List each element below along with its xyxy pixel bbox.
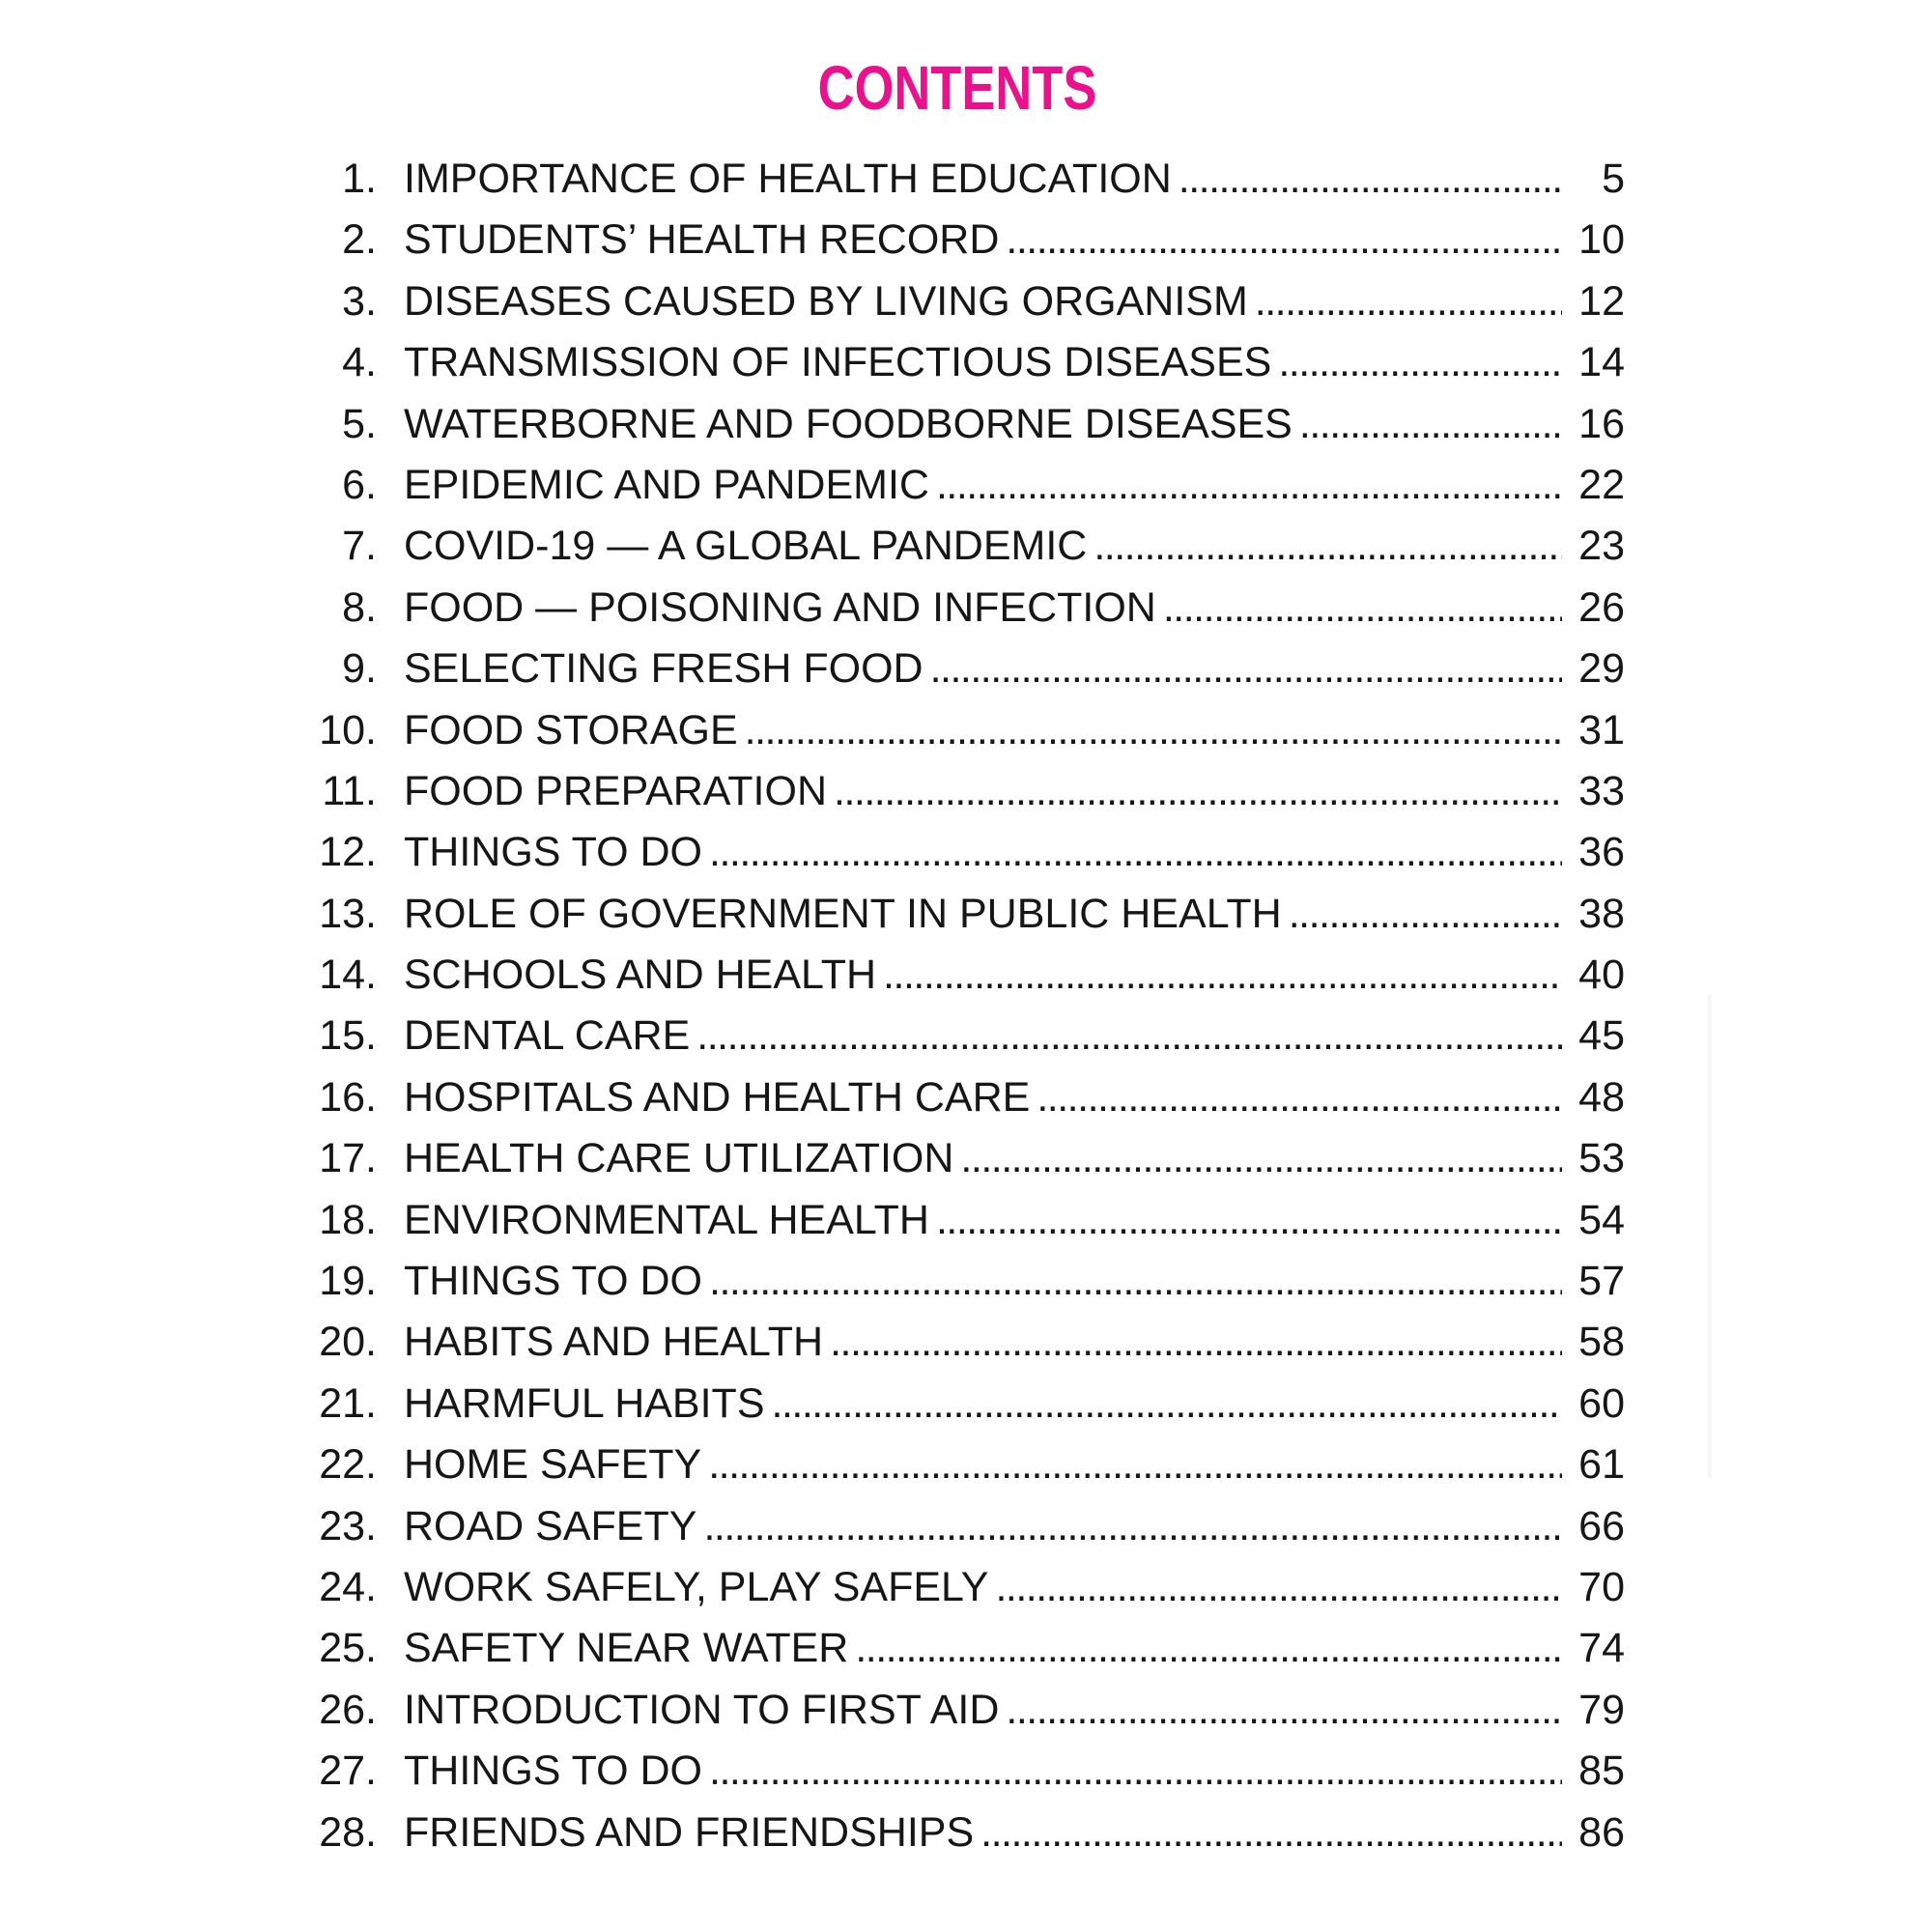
toc-entry-title: STUDENTS’ HEALTH RECORD — [404, 216, 1000, 264]
toc-entry-number: 2. — [342, 216, 377, 264]
toc-entry-number: 26. — [319, 1686, 377, 1733]
toc-entry-title: THINGS TO DO — [404, 1258, 702, 1305]
toc-entry — [290, 700, 1625, 761]
toc-entry — [290, 578, 1625, 639]
toc-entry-number: 21. — [319, 1379, 377, 1427]
toc-entry — [290, 1741, 1625, 1802]
toc-entry-title: WATERBORNE AND FOODBORNE DISEASES — [404, 400, 1293, 447]
toc-entry — [290, 1374, 1625, 1435]
toc-entry-title: EPIDEMIC AND PANDEMIC — [404, 461, 929, 508]
toc-entry — [290, 455, 1625, 516]
toc-list — [290, 149, 1625, 1863]
toc-entry-number: 14. — [319, 952, 377, 999]
toc-entry-page: 60 — [1578, 1379, 1625, 1427]
page-title-row — [290, 53, 1625, 123]
toc-entry-title: HOME SAFETY — [404, 1441, 702, 1489]
toc-entry-number: 13. — [319, 890, 377, 937]
toc-entry-title: HOSPITALS AND HEALTH CARE — [404, 1073, 1031, 1121]
toc-entry-number: 7. — [342, 523, 377, 570]
dot-leader — [702, 1251, 1562, 1312]
dot-leader — [929, 1190, 1562, 1251]
toc-entry-page: 45 — [1578, 1012, 1625, 1060]
dot-leader — [738, 700, 1562, 761]
toc-entry-title: WORK SAFELY, PLAY SAFELY — [404, 1563, 989, 1610]
toc-entry-page: 12 — [1578, 277, 1625, 325]
toc-entry-title: ENVIRONMENTAL HEALTH — [404, 1196, 929, 1243]
toc-entry — [290, 149, 1625, 210]
toc-entry-title: ROAD SAFETY — [404, 1502, 697, 1549]
toc-entry-number: 19. — [319, 1258, 377, 1305]
toc-entry-title: COVID-19 — A GLOBAL PANDEMIC — [404, 523, 1088, 570]
dot-leader — [923, 639, 1562, 699]
toc-entry-number: 8. — [342, 583, 377, 631]
toc-entry — [290, 210, 1625, 270]
dot-leader — [702, 1741, 1562, 1802]
toc-entry-title: FOOD PREPARATION — [404, 767, 827, 814]
toc-entry-number: 1. — [342, 156, 377, 202]
dot-leader — [1248, 271, 1562, 332]
toc-entry-title: SAFETY NEAR WATER — [404, 1625, 849, 1672]
toc-entry-page: 54 — [1578, 1196, 1625, 1243]
toc-entry-page: 23 — [1578, 523, 1625, 570]
toc-entry-number: 27. — [319, 1747, 377, 1795]
toc-entry-title: DENTAL CARE — [404, 1012, 691, 1060]
toc-entry — [290, 1435, 1625, 1495]
toc-entry-title: THINGS TO DO — [404, 1747, 702, 1795]
toc-entry-number: 15. — [319, 1012, 377, 1060]
dot-leader — [1172, 149, 1562, 210]
toc-entry — [290, 639, 1625, 699]
toc-entry-title: SELECTING FRESH FOOD — [404, 645, 923, 693]
toc-entry-title: HABITS AND HEALTH — [404, 1319, 824, 1366]
toc-entry-number: 24. — [319, 1563, 377, 1610]
toc-entry-number: 16. — [319, 1073, 377, 1121]
dot-leader — [696, 1496, 1562, 1557]
toc-entry — [290, 1803, 1625, 1863]
dot-leader — [1087, 516, 1562, 577]
dot-leader — [1271, 332, 1562, 393]
toc-entry-title: FOOD — POISONING AND INFECTION — [404, 583, 1156, 631]
toc-entry-title: IMPORTANCE OF HEALTH EDUCATION — [404, 156, 1172, 202]
toc-entry — [290, 1251, 1625, 1312]
toc-entry-title: SCHOOLS AND HEALTH — [404, 952, 877, 999]
toc-entry — [290, 1496, 1625, 1557]
toc-entry-page: 16 — [1578, 400, 1625, 447]
toc-entry-page: 22 — [1578, 461, 1625, 508]
toc-entry — [290, 1067, 1625, 1128]
toc-entry-title: ROLE OF GOVERNMENT IN PUBLIC HEALTH — [404, 890, 1282, 937]
toc-entry-page: 57 — [1578, 1258, 1625, 1305]
toc-entry-title: HEALTH CARE UTILIZATION — [404, 1135, 954, 1182]
toc-entry-page: 85 — [1578, 1747, 1625, 1795]
toc-entry-page: 70 — [1578, 1563, 1625, 1610]
dot-leader — [1293, 394, 1562, 455]
toc-entry-page: 74 — [1578, 1625, 1625, 1672]
page-title: CONTENTS — [817, 53, 1097, 123]
toc-entry-page: 29 — [1578, 645, 1625, 693]
toc-entry-page: 31 — [1578, 706, 1625, 753]
toc-entry-title: DISEASES CAUSED BY LIVING ORGANISM — [404, 277, 1248, 325]
toc-entry-title: TRANSMISSION OF INFECTIOUS DISEASES — [404, 339, 1272, 386]
dot-leader — [876, 945, 1562, 1006]
dot-leader — [823, 1312, 1562, 1373]
toc-entry-page: 66 — [1578, 1502, 1625, 1549]
toc-entry-number: 6. — [342, 461, 377, 508]
toc-entry — [290, 332, 1625, 393]
dot-leader — [765, 1374, 1563, 1435]
dot-leader — [929, 455, 1562, 516]
toc-entry-page: 33 — [1578, 767, 1625, 814]
toc-entry-number: 12. — [319, 829, 377, 876]
toc-entry — [290, 1557, 1625, 1618]
toc-entry-page: 48 — [1578, 1073, 1625, 1121]
toc-entry — [290, 1128, 1625, 1189]
dot-leader — [953, 1128, 1562, 1189]
dot-leader — [848, 1618, 1562, 1679]
toc-entry-number: 3. — [342, 277, 377, 325]
toc-entry-page: 26 — [1578, 583, 1625, 631]
toc-entry-number: 18. — [319, 1196, 377, 1243]
dot-leader — [988, 1557, 1562, 1618]
toc-entry-number: 20. — [319, 1319, 377, 1366]
dot-leader — [701, 1435, 1562, 1495]
toc-entry-title: FOOD STORAGE — [404, 706, 738, 753]
dot-leader — [999, 1680, 1562, 1741]
dot-leader — [974, 1803, 1562, 1863]
toc-entry-title: INTRODUCTION TO FIRST AID — [404, 1686, 1000, 1733]
toc-entry-title: FRIENDS AND FRIENDSHIPS — [404, 1808, 975, 1856]
toc-entry-page: 86 — [1578, 1808, 1625, 1856]
toc-entry — [290, 1190, 1625, 1251]
toc-entry-number: 4. — [342, 339, 377, 386]
toc-entry — [290, 1680, 1625, 1741]
toc-entry — [290, 516, 1625, 577]
toc-entry-number: 22. — [319, 1441, 377, 1489]
toc-entry — [290, 1618, 1625, 1679]
dot-leader — [690, 1006, 1562, 1066]
toc-entry-page: 36 — [1578, 829, 1625, 876]
toc-entry-page: 40 — [1578, 952, 1625, 999]
toc-entry-title: THINGS TO DO — [404, 829, 702, 876]
toc-entry — [290, 1006, 1625, 1066]
toc-entry-number: 10. — [319, 706, 377, 753]
toc-entry — [290, 394, 1625, 455]
dot-leader — [1030, 1067, 1562, 1128]
dot-leader — [702, 822, 1562, 883]
toc-entry — [290, 761, 1625, 822]
toc-entry-number: 23. — [319, 1502, 377, 1549]
toc-entry-title: HARMFUL HABITS — [404, 1379, 765, 1427]
toc-entry-number: 11. — [322, 767, 377, 814]
toc-entry — [290, 1312, 1625, 1373]
toc-entry — [290, 271, 1625, 332]
scan-artifact-line — [1708, 995, 1712, 1478]
toc-entry-number: 25. — [319, 1625, 377, 1672]
dot-leader — [827, 761, 1562, 822]
toc-entry-page: 5 — [1602, 156, 1625, 202]
dot-leader — [1282, 884, 1562, 945]
toc-entry-number: 5. — [342, 400, 377, 447]
toc-entry-page: 10 — [1578, 216, 1625, 264]
toc-entry-page: 58 — [1578, 1319, 1625, 1366]
toc-entry-page: 14 — [1578, 339, 1625, 386]
toc-entry-page: 53 — [1578, 1135, 1625, 1182]
toc-entry-number: 28. — [319, 1808, 377, 1856]
toc-entry — [290, 822, 1625, 883]
toc-entry-number: 9. — [342, 645, 377, 693]
dot-leader — [1156, 578, 1562, 639]
dot-leader — [999, 210, 1562, 270]
toc-entry-page: 61 — [1578, 1441, 1625, 1489]
toc-entry — [290, 884, 1625, 945]
toc-entry-page: 38 — [1578, 890, 1625, 937]
toc-entry — [290, 945, 1625, 1006]
toc-entry-number: 17. — [319, 1135, 377, 1182]
toc-entry-page: 79 — [1578, 1686, 1625, 1733]
